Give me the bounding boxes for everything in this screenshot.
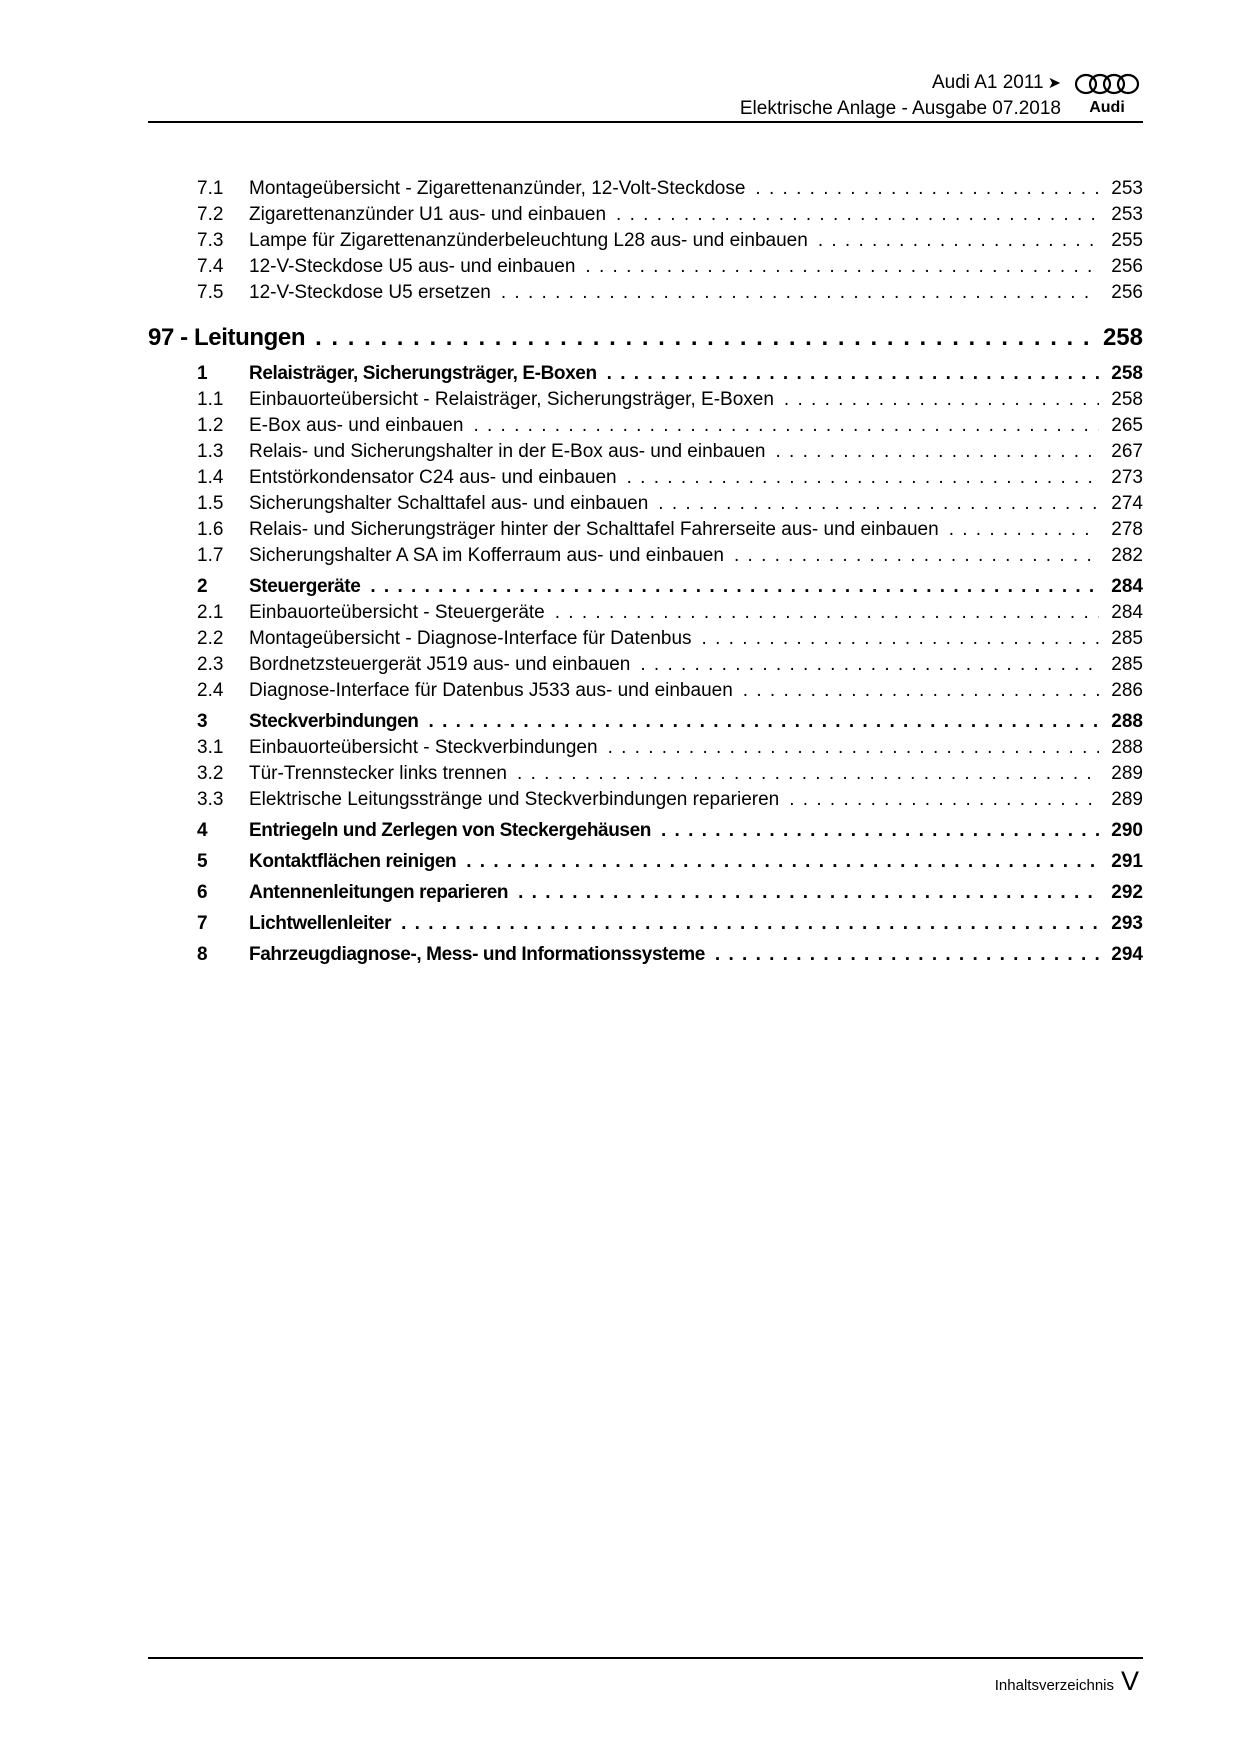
entry-number: 1.5 bbox=[197, 493, 224, 514]
pre-entries bbox=[148, 176, 1143, 306]
entry-number: 7.1 bbox=[197, 178, 224, 199]
page-header bbox=[148, 70, 1143, 122]
entry-title: Antennenleitungen reparieren bbox=[249, 882, 509, 903]
entry-number: 7.3 bbox=[197, 230, 224, 251]
chapter-page: 258 bbox=[1102, 324, 1143, 351]
audi-logo bbox=[1071, 73, 1143, 117]
toc-entry[interactable] bbox=[148, 176, 1143, 202]
entry-title: Montageübersicht - Zigarettenanzünder, 12-Volt-Steckdose bbox=[249, 178, 746, 199]
entry-page: 253 bbox=[1111, 204, 1143, 225]
entry-title: Tür-Trennstecker links trennen bbox=[249, 763, 508, 784]
entry-number: 8 bbox=[197, 944, 208, 965]
dot-leader bbox=[784, 387, 1099, 413]
dot-leader bbox=[370, 574, 1099, 600]
entry-page: 290 bbox=[1111, 820, 1143, 841]
toc-entry[interactable] bbox=[148, 709, 1143, 735]
entry-page: 278 bbox=[1111, 519, 1143, 540]
entry-title: Relais- und Sicherungshalter in der E-Box aus- und einbauen bbox=[249, 441, 766, 462]
header-text bbox=[740, 70, 1061, 121]
dot-leader bbox=[466, 849, 1099, 875]
dot-leader bbox=[608, 735, 1099, 761]
toc-entry[interactable] bbox=[148, 626, 1143, 652]
toc-entry[interactable] bbox=[148, 761, 1143, 787]
toc-entry[interactable] bbox=[148, 517, 1143, 543]
entry-page: 255 bbox=[1111, 230, 1143, 251]
entry-title: Steckverbindungen bbox=[249, 711, 419, 732]
entry-number: 2.1 bbox=[197, 602, 224, 623]
toc-entry[interactable] bbox=[148, 600, 1143, 626]
toc-entry[interactable] bbox=[148, 280, 1143, 306]
footer-page-number: V bbox=[1120, 1666, 1139, 1696]
entry-title: Bordnetzsteuergerät J519 aus- und einbauen bbox=[249, 654, 631, 675]
entry-number: 1.6 bbox=[197, 519, 224, 540]
entry-number: 4 bbox=[197, 820, 208, 841]
entry-page: 284 bbox=[1111, 576, 1143, 597]
dot-leader bbox=[607, 361, 1099, 387]
dot-leader bbox=[315, 320, 1091, 356]
dot-leader bbox=[661, 818, 1099, 844]
entry-page: 285 bbox=[1111, 628, 1143, 649]
header-rule bbox=[148, 121, 1143, 123]
dot-leader bbox=[640, 652, 1099, 678]
entry-title: Zigarettenanzünder U1 aus- und einbauen bbox=[249, 204, 607, 225]
entry-page: 265 bbox=[1111, 415, 1143, 436]
entry-title: Sicherungshalter Schalttafel aus- und einbauen bbox=[249, 493, 649, 514]
header-model: Audi A1 2011 bbox=[931, 72, 1044, 93]
toc-entry[interactable] bbox=[148, 880, 1143, 906]
entry-number: 7.4 bbox=[197, 256, 224, 277]
entry-page: 282 bbox=[1111, 545, 1143, 566]
entry-number: 1.7 bbox=[197, 545, 224, 566]
dot-leader bbox=[401, 911, 1099, 937]
entry-number: 1.3 bbox=[197, 441, 224, 462]
entry-page: 285 bbox=[1111, 654, 1143, 675]
entry-title: Einbauorteübersicht - Steuergeräte bbox=[249, 602, 545, 623]
dot-leader bbox=[818, 228, 1099, 254]
entry-title: Steuergeräte bbox=[249, 576, 361, 597]
dot-leader bbox=[658, 491, 1099, 517]
entry-number: 2.4 bbox=[197, 680, 224, 701]
entry-title: Entriegeln und Zerlegen von Steckergehäusen bbox=[249, 820, 651, 841]
entry-title: Einbauorteübersicht - Relaisträger, Sicherungsträger, E-Boxen bbox=[249, 389, 774, 410]
dot-leader bbox=[627, 465, 1099, 491]
toc-entry[interactable] bbox=[148, 735, 1143, 761]
entry-number: 3.1 bbox=[197, 737, 224, 758]
dot-leader bbox=[501, 280, 1099, 306]
entry-title: Fahrzeugdiagnose-, Mess- und Informationssysteme bbox=[249, 944, 705, 965]
entry-number: 3 bbox=[197, 711, 208, 732]
entry-title: 12-V-Steckdose U5 aus- und einbauen bbox=[249, 256, 576, 277]
dot-leader bbox=[715, 942, 1099, 968]
chapter-title: 97 - Leitungen bbox=[148, 324, 306, 351]
entry-page: 288 bbox=[1111, 737, 1143, 758]
entry-number: 1.1 bbox=[197, 389, 224, 410]
dot-leader bbox=[949, 517, 1099, 543]
toc-entry[interactable] bbox=[148, 439, 1143, 465]
entry-title: Lampe für Zigarettenanzünderbeleuchtung L28 aus- und einbauen bbox=[249, 230, 808, 251]
header-subtitle: Elektrische Anlage - Ausgabe 07.2018 bbox=[739, 98, 1061, 119]
entry-title: Relais- und Sicherungsträger hinter der Schalttafel Fahrerseite aus- und einbauen bbox=[249, 519, 939, 540]
entry-title: Elektrische Leitungsstränge und Steckverbindungen reparieren bbox=[249, 789, 780, 810]
toc-entry[interactable] bbox=[148, 228, 1143, 254]
toc-entry[interactable] bbox=[148, 911, 1143, 937]
toc-chapter[interactable] bbox=[148, 320, 1143, 356]
entry-page: 288 bbox=[1111, 711, 1143, 732]
dot-leader bbox=[734, 543, 1099, 569]
entry-title: 12-V-Steckdose U5 ersetzen bbox=[249, 282, 491, 303]
entry-title: Sicherungshalter A SA im Kofferraum aus- und einbauen bbox=[249, 545, 724, 566]
entry-number: 1 bbox=[197, 363, 208, 384]
toc-entry[interactable] bbox=[148, 491, 1143, 517]
dot-leader bbox=[429, 709, 1099, 735]
entry-page: 286 bbox=[1111, 680, 1143, 701]
dot-leader bbox=[585, 254, 1099, 280]
footer-label: Inhaltsverzeichnis bbox=[994, 1677, 1114, 1694]
entry-page: 293 bbox=[1111, 913, 1143, 934]
entry-title: Entstörkondensator C24 aus- und einbauen bbox=[249, 467, 617, 488]
footer-rule bbox=[148, 1657, 1143, 1659]
toc-entry[interactable] bbox=[148, 942, 1143, 968]
toc-entry[interactable] bbox=[148, 678, 1143, 704]
entry-page: 284 bbox=[1111, 602, 1143, 623]
dot-leader bbox=[473, 413, 1099, 439]
entry-title: E-Box aus- und einbauen bbox=[249, 415, 464, 436]
toc-entry[interactable] bbox=[148, 387, 1143, 413]
toc-entry[interactable] bbox=[148, 818, 1143, 844]
toc-entry[interactable] bbox=[148, 543, 1143, 569]
entry-number: 2.3 bbox=[197, 654, 224, 675]
entry-page: 258 bbox=[1111, 389, 1143, 410]
entry-number: 3.2 bbox=[197, 763, 224, 784]
arrow-icon: ➤ bbox=[1047, 75, 1061, 92]
toc-entry[interactable] bbox=[148, 574, 1143, 600]
entry-page: 267 bbox=[1111, 441, 1143, 462]
toc-entry[interactable] bbox=[148, 254, 1143, 280]
entry-page: 256 bbox=[1111, 282, 1143, 303]
entry-number: 1.4 bbox=[197, 467, 224, 488]
entry-page: 289 bbox=[1111, 789, 1143, 810]
toc-entry[interactable] bbox=[148, 849, 1143, 875]
entry-number: 7 bbox=[197, 913, 208, 934]
entry-page: 274 bbox=[1111, 493, 1143, 514]
entry-title: Kontaktflächen reinigen bbox=[249, 851, 457, 872]
toc-entry[interactable] bbox=[148, 361, 1143, 387]
entry-page: 292 bbox=[1111, 882, 1143, 903]
entry-title: Montageübersicht - Diagnose-Interface für Datenbus bbox=[249, 628, 692, 649]
entry-page: 294 bbox=[1111, 944, 1143, 965]
entry-number: 3.3 bbox=[197, 789, 224, 810]
entry-page: 291 bbox=[1111, 851, 1143, 872]
entry-page: 289 bbox=[1111, 763, 1143, 784]
dot-leader bbox=[555, 600, 1099, 626]
toc-entry[interactable] bbox=[148, 465, 1143, 491]
entry-number: 7.5 bbox=[197, 282, 224, 303]
toc-entry[interactable] bbox=[148, 652, 1143, 678]
entry-number: 2.2 bbox=[197, 628, 224, 649]
entry-page: 256 bbox=[1111, 256, 1143, 277]
entry-title: Lichtwellenleiter bbox=[249, 913, 392, 934]
chapter-entries bbox=[148, 361, 1143, 968]
toc-entry[interactable] bbox=[148, 787, 1143, 813]
entry-page: 273 bbox=[1111, 467, 1143, 488]
dot-leader bbox=[743, 678, 1099, 704]
dot-leader bbox=[775, 439, 1099, 465]
entry-title: Einbauorteübersicht - Steckverbindungen bbox=[249, 737, 598, 758]
table-of-contents bbox=[148, 176, 1143, 968]
entry-number: 5 bbox=[197, 851, 208, 872]
toc-entry[interactable] bbox=[148, 413, 1143, 439]
dot-leader bbox=[616, 202, 1099, 228]
dot-leader bbox=[789, 787, 1099, 813]
entry-number: 1.2 bbox=[197, 415, 224, 436]
entry-title: Relaisträger, Sicherungsträger, E-Boxen bbox=[249, 363, 597, 384]
entry-page: 253 bbox=[1111, 178, 1143, 199]
dot-leader bbox=[702, 626, 1099, 652]
toc-entry[interactable] bbox=[148, 202, 1143, 228]
entry-number: 2 bbox=[197, 576, 208, 597]
dot-leader bbox=[518, 880, 1099, 906]
entry-page: 258 bbox=[1111, 363, 1143, 384]
entry-title: Diagnose-Interface für Datenbus J533 aus- und einbauen bbox=[249, 680, 733, 701]
entry-number: 7.2 bbox=[197, 204, 224, 225]
entry-number: 6 bbox=[197, 882, 208, 903]
dot-leader bbox=[755, 176, 1099, 202]
dot-leader bbox=[517, 761, 1099, 787]
logo-wordmark: Audi bbox=[1089, 99, 1125, 116]
